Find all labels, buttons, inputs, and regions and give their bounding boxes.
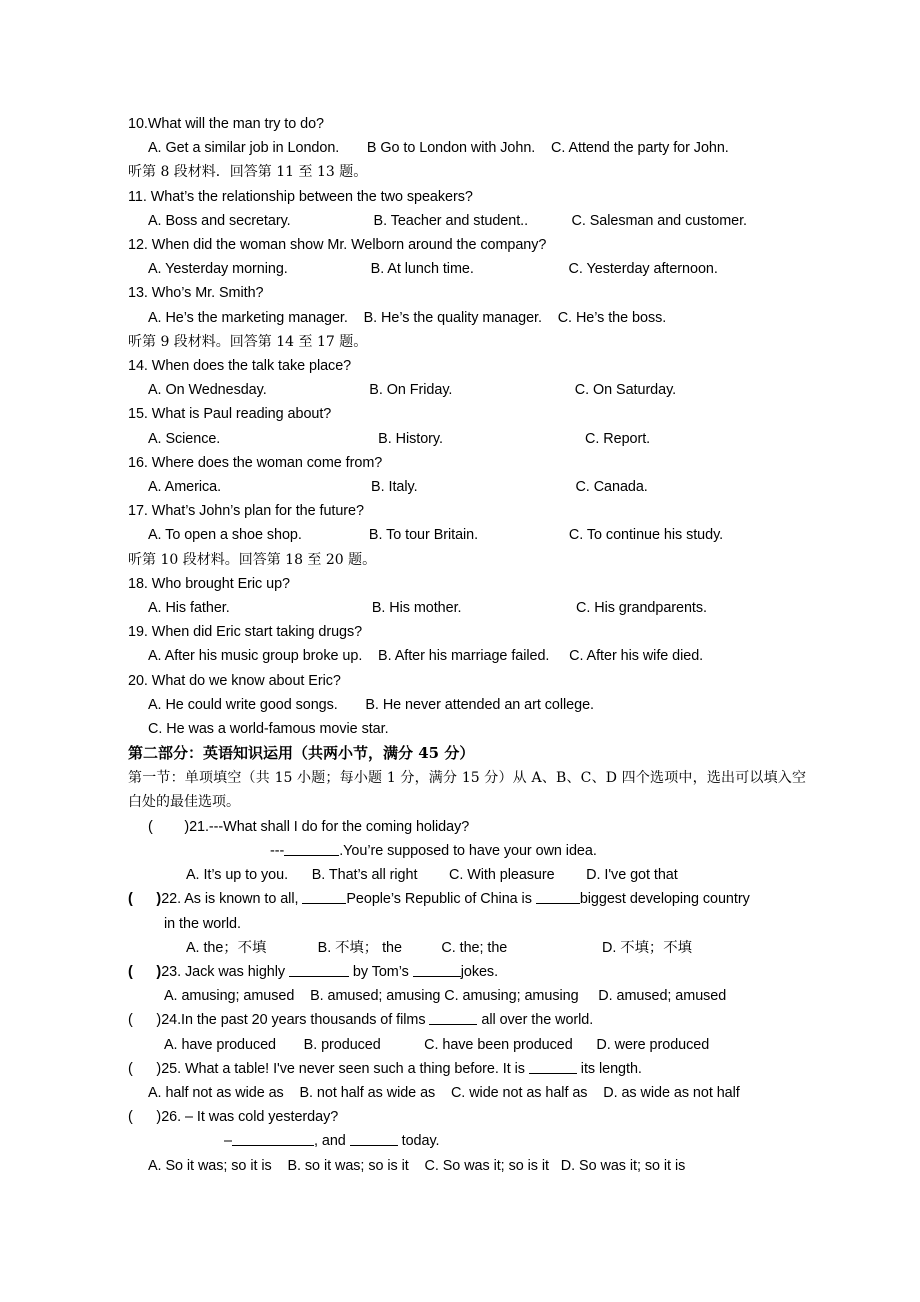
- question-stem-22-mid: People’s Republic of China is: [346, 891, 536, 908]
- fill-blank: [266, 1132, 314, 1147]
- stem-26-post: today.: [397, 1133, 440, 1150]
- question-stem-14: 14. When does the talk take place?: [128, 358, 352, 375]
- question-stem-18: 18. Who brought Eric up?: [128, 575, 290, 592]
- question-stem-24-pre: 24.In the past 20 years thousands of films: [161, 1012, 430, 1029]
- question-stem-17: 17. What’s John’s plan for the future?: [128, 503, 364, 520]
- question-stem-12: 12. When did the woman show Mr. Welborn around the company?: [128, 237, 547, 254]
- question-stem-24-post: all over the world.: [477, 1012, 594, 1029]
- question-options-15: A. Science. B. History. C. Report.: [148, 430, 651, 447]
- question-options-14: A. On Wednesday. B. On Friday. C. On Saturday.: [148, 382, 677, 399]
- question-stem-22-pre: 22. As is known to all,: [161, 891, 303, 908]
- question-options-13: A. He’s the marketing manager. B. He’s the quality manager. C. He’s the boss.: [148, 309, 667, 326]
- question-stem-22-post: biggest developing country: [579, 891, 750, 908]
- question-stem-19: 19. When did Eric start taking drugs?: [128, 624, 363, 641]
- question-options-17: A. To open a shoe shop. B. To tour Britain. C. To continue his study.: [148, 527, 724, 544]
- question-options-22: A. the；不填 B. 不填； the C. the; the D. 不填；不填: [186, 939, 692, 956]
- listening-direction-10: 听第 10 段材料。回答第 18 至 20 题。: [128, 551, 377, 568]
- question-row-24: [128, 1008, 808, 1032]
- listening-direction-9: 听第 9 段材料。回答第 14 至 17 题。: [128, 333, 368, 350]
- question-stem-13: 13. Who’s Mr. Smith?: [128, 285, 264, 302]
- question-options-24: A. have produced B. produced C. have been produced D. were produced: [164, 1036, 710, 1053]
- question-options-12: A. Yesterday morning. B. At lunch time. C. Yesterday afternoon.: [148, 261, 718, 278]
- question-options-20-line2: C. He was a world-famous movie star.: [148, 721, 389, 738]
- question-stem-26: 26. – It was cold yesterday?: [161, 1109, 339, 1126]
- question-options-18: A. His father. B. His mother. C. His grandparents.: [148, 600, 707, 617]
- question-stem-16: 16. Where does the woman come from?: [128, 454, 383, 471]
- section-one-directions: 第一节：单项填空（共 15 小题；每小题 1 分，满分 15 分）从 A、B、C、D 四个选项中，选出可以填入空白处的最佳选项。: [128, 770, 806, 811]
- fill-blank: [413, 962, 461, 977]
- answer-paren-22[interactable]: ( ): [128, 891, 162, 908]
- fill-blank: [536, 890, 580, 905]
- fill-blank: [350, 1132, 398, 1147]
- question-options-23: A. amusing; amused B. amused; amusing C. amusing; amusing D. amused; amused: [164, 988, 727, 1005]
- question-options-19: A. After his music group broke up. B. After his marriage failed. C. After his wife died.: [148, 648, 704, 665]
- question-stem-20: 20. What do we know about Eric?: [128, 672, 341, 689]
- question-options-16: A. America. B. Italy. C. Canada.: [148, 479, 648, 496]
- question-options-25: A. half not as wide as B. not half as wide as C. wide not as half as D. as wide as not half: [148, 1084, 740, 1101]
- answer-paren-21[interactable]: ( ): [148, 818, 190, 835]
- question-row-26: [128, 1105, 808, 1129]
- question-stem-25-pre: 25. What a table! I've never seen such a thing before. It is: [161, 1060, 529, 1077]
- question-options-10: A. Get a similar job in London. B Go to London with John. C. Attend the party for John.: [148, 140, 729, 157]
- answer-paren-26[interactable]: ( ): [128, 1109, 162, 1126]
- stem-21-tail: .You’re supposed to have your own idea.: [339, 842, 597, 859]
- question-stem-21: 21.---What shall I do for the coming holiday?: [189, 818, 470, 835]
- listening-direction-8: 听第 8 段材料．回答第 11 至 13 题。: [128, 164, 368, 181]
- part-two-heading: 第二部分：英语知识运用（共两小节，满分 45 分）: [128, 744, 475, 763]
- question-stem-10: 10.What will the man try to do?: [128, 116, 325, 132]
- question-options-26: A. So it was; so it is B. so it was; so is it C. So was it; so is it D. So was it; so it is: [148, 1157, 686, 1174]
- question-stem-23-mid: by Tom’s: [348, 963, 413, 980]
- answer-paren-25[interactable]: ( ): [128, 1060, 162, 1077]
- question-row-22: [128, 887, 808, 911]
- question-options-20-line1: A. He could write good songs. B. He never attended an art college.: [148, 696, 594, 713]
- stem-26-mid: , and: [313, 1133, 350, 1150]
- fill-blank: [289, 962, 349, 977]
- question-stem-11: 11. What’s the relationship between the two speakers?: [128, 188, 473, 205]
- question-options-21: A. It’s up to you. B. That’s all right C. With pleasure D. I've got that: [186, 867, 678, 884]
- fill-blank: [232, 1132, 266, 1147]
- question-stem-25-post: its length.: [576, 1060, 642, 1077]
- answer-paren-23[interactable]: ( ): [128, 963, 162, 980]
- fill-blank: [302, 890, 346, 905]
- dash-prefix-26: –: [224, 1133, 232, 1150]
- question-row-25: [128, 1057, 808, 1081]
- fill-blank: [429, 1011, 477, 1026]
- question-stem-15: 15. What is Paul reading about?: [128, 406, 332, 423]
- answer-paren-24[interactable]: ( ): [128, 1012, 162, 1029]
- question-stem-26-line2: [128, 1129, 808, 1153]
- fill-blank: [529, 1059, 577, 1074]
- question-stem-23-post: jokes.: [460, 963, 499, 980]
- fill-blank: [284, 841, 339, 856]
- question-stem-21-line2: [128, 839, 808, 863]
- question-row-23: [128, 960, 808, 984]
- question-stem-22-line2: in the world.: [164, 915, 241, 932]
- dash-prefix-21: ---: [270, 842, 285, 859]
- document-body: [128, 112, 808, 1178]
- question-options-11: A. Boss and secretary. B. Teacher and student.. C. Salesman and customer.: [148, 212, 748, 229]
- question-stem-23-pre: 23. Jack was highly: [161, 963, 289, 980]
- question-row-21: [128, 815, 808, 839]
